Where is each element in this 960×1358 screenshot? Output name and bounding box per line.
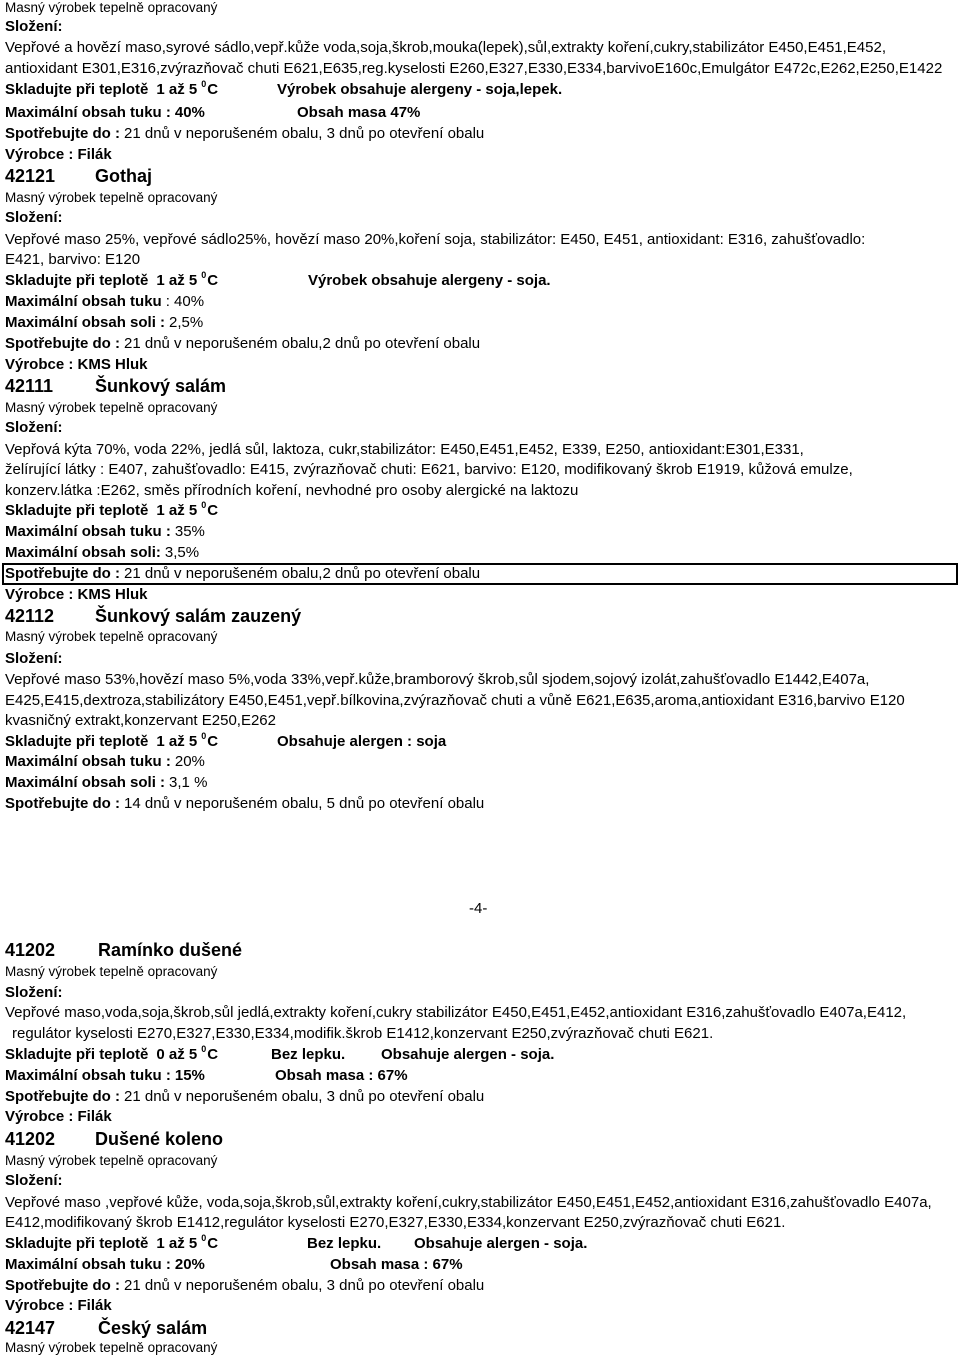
storage-label: Skladujte při teplotě — [5, 1235, 149, 1252]
use-by-row — [5, 1276, 484, 1296]
gluten-note: Bez lepku. — [307, 1235, 382, 1252]
product-heading — [0, 605, 400, 627]
product-code: 41202 — [5, 940, 56, 960]
producer: Výrobce : Filák — [5, 1297, 112, 1314]
composition-line: Vepřová kýta 70%, voda 22%, jedlá sůl, laktoza, cukr,stabilizátor: E450,E451,E452, E339, E250, antioxidant:E301,E331, — [5, 441, 804, 458]
product-name: Šunkový salám — [95, 376, 227, 396]
storage-range: 1 až 5 — [156, 81, 198, 98]
salt-label: Maximální obsah soli : — [5, 314, 166, 331]
storage-unit: C — [207, 502, 219, 519]
use-by-row — [5, 794, 484, 814]
use-by-label: Spotřebujte do : — [5, 1088, 120, 1105]
use-by-row — [5, 124, 484, 144]
storage-row — [5, 270, 551, 291]
storage-degree: 0 — [201, 1233, 207, 1243]
use-by-row — [5, 334, 480, 354]
product-category: Masný výrobek tepelně opracovaný — [5, 629, 218, 644]
composition-label: Složení: — [5, 650, 63, 667]
use-by-value: 21 dnů v neporušeném obalu, 3 dnů po otevření obalu — [124, 125, 485, 142]
composition-label: Složení: — [5, 984, 63, 1001]
storage-label: Skladujte při teplotě — [5, 502, 149, 519]
fat-row — [5, 522, 205, 542]
storage-row — [5, 501, 218, 521]
product-heading — [0, 1128, 400, 1150]
fat-value: : 40% — [165, 293, 205, 310]
product-category: Masný výrobek tepelně opracovaný — [5, 1340, 218, 1355]
product-code: 41202 — [5, 1129, 56, 1149]
salt-label: Maximální obsah soli: — [5, 544, 161, 561]
use-by-label: Spotřebujte do : — [5, 1277, 120, 1294]
fat-value: 20% — [174, 1256, 205, 1273]
storage-unit: C — [207, 81, 219, 98]
storage-row — [5, 1233, 588, 1254]
allergen-note: Výrobek obsahuje alergeny - soja. — [308, 272, 551, 289]
storage-label: Skladujte při teplotě — [5, 81, 149, 98]
fat-row — [5, 292, 204, 312]
fat-value: 15% — [174, 1067, 205, 1084]
composition-label: Složení: — [5, 209, 63, 226]
fat-label: Maximální obsah tuku : — [5, 753, 171, 770]
producer: Výrobce : Filák — [5, 1108, 112, 1125]
composition-line: E421, barvivo: E120 — [5, 251, 141, 268]
fat-value: 40% — [174, 104, 205, 121]
composition-line: kvasničný extrakt,konzervant E250,E262 — [5, 712, 276, 729]
product-code: 42112 — [5, 606, 55, 626]
salt-value: 3,5% — [164, 544, 200, 561]
meat-content: Obsah masa 47% — [297, 104, 421, 121]
fat-label: Maximální obsah tuku : — [5, 1256, 171, 1273]
storage-label: Skladujte při teplotě — [5, 733, 149, 750]
use-by-label: Spotřebujte do : — [5, 565, 120, 582]
salt-value: 2,5% — [169, 314, 204, 331]
storage-range: 1 až 5 — [156, 502, 198, 519]
allergen-note: Obsahuje alergen - soja. — [381, 1046, 555, 1063]
fat-value: 20% — [174, 753, 205, 770]
composition-line: regulátor kyselosti E270,E327,E330,E334,modifik.škrob E1412,konzervant E250,zvýrazňovač chuti E621. — [12, 1025, 714, 1042]
fat-value: 35% — [174, 523, 205, 540]
storage-degree: 0 — [201, 1044, 207, 1054]
fat-label: Maximální obsah tuku : — [5, 1067, 171, 1084]
storage-unit: C — [207, 733, 219, 750]
fat-row — [5, 103, 421, 123]
composition-label: Složení: — [5, 419, 63, 436]
use-by-label: Spotřebujte do : — [5, 795, 120, 812]
gluten-note: Bez lepku. — [271, 1046, 346, 1063]
storage-row — [5, 731, 447, 752]
fat-row — [5, 1255, 463, 1275]
storage-degree: 0 — [201, 79, 207, 89]
composition-line: Vepřové maso 25%, vepřové sádlo25%, hovězí maso 20%,koření soja, stabilizátor: E450, E451, antioxidant: E316, zahušťovadlo: — [5, 231, 866, 248]
meat-content: Obsah masa : 67% — [330, 1256, 463, 1273]
use-by-value: 21 dnů v neporušeném obalu,2 dnů po otevření obalu — [124, 565, 481, 582]
storage-range: 0 až 5 — [156, 1046, 198, 1063]
composition-line: antioxidant E301,E316,zvýrazňovač chuti E621,E635,reg.kyselosti E260,E327,E330,E334,barvivoE160c,Emulgátor E472c,E262,E250,E1422 — [5, 60, 943, 77]
page-number: -4- — [469, 900, 488, 917]
product-name: Dušené koleno — [95, 1129, 224, 1149]
product-name: Gothaj — [95, 166, 152, 186]
storage-degree: 0 — [201, 731, 207, 741]
use-by-label: Spotřebujte do : — [5, 125, 120, 142]
salt-value: 3,1 % — [169, 774, 208, 791]
storage-unit: C — [207, 1046, 219, 1063]
allergen-note: Obsahuje alergen - soja. — [414, 1235, 588, 1252]
use-by-label: Spotřebujte do : — [5, 335, 120, 352]
use-by-row — [5, 1087, 484, 1107]
storage-row — [5, 1044, 555, 1065]
storage-row — [5, 79, 563, 100]
composition-line: Vepřové maso,voda,soja,škrob,sůl jedlá,extrakty koření,cukry stabilizátor E450,E451,E452,antioxidant E316,zahušťovadlo E407a,E412, — [5, 1004, 907, 1021]
storage-label: Skladujte při teplotě — [5, 272, 149, 289]
storage-range: 1 až 5 — [156, 1235, 198, 1252]
product-category: Masný výrobek tepelně opracovaný — [5, 0, 218, 15]
producer: Výrobce : KMS Hluk — [5, 356, 148, 373]
use-by-value: 21 dnů v neporušeném obalu, 3 dnů po otevření obalu — [124, 1277, 485, 1294]
storage-degree: 0 — [201, 500, 207, 510]
composition-line: želírující látky : E407, zahušťovadlo: E415, zvýrazňovač chuti: E621, barvivo: E120, modifikovaný škrob E1919, kůžová emulze, — [5, 461, 853, 478]
salt-row — [5, 773, 207, 793]
producer: Výrobce : KMS Hluk — [5, 586, 148, 603]
product-code: 42111 — [5, 376, 54, 396]
composition-line: konzerv.látka :E262, směs přírodních koření, nevhodné pro osoby alergické na laktozu — [5, 482, 579, 499]
use-by-row — [5, 564, 480, 584]
allergen-note: Obsahuje alergen : soja — [277, 733, 447, 750]
fat-label: Maximální obsah tuku : — [5, 104, 171, 121]
product-category: Masný výrobek tepelně opracovaný — [5, 190, 218, 205]
product-heading — [0, 1317, 400, 1339]
salt-row — [5, 313, 203, 333]
product-category: Masný výrobek tepelně opracovaný — [5, 400, 218, 415]
product-name: Šunkový salám zauzený — [95, 606, 302, 626]
allergen-note: Výrobek obsahuje alergeny - soja,lepek. — [277, 81, 563, 98]
composition-line: Vepřové a hovězí maso,syrové sádlo,vepř.kůže voda,soja,škrob,mouka(lepek),sůl,extrakty koření,cukry,stabilizátor E450,E451,E452, — [5, 39, 887, 56]
product-category: Masný výrobek tepelně opracovaný — [5, 964, 218, 979]
fat-row — [5, 1066, 408, 1086]
composition-line: Vepřové maso ,vepřové kůže, voda,soja,škrob,sůl,extrakty koření,cukry,stabilizátor E450,E451,E452,antioxidant E316,zahušťovadlo E407a, — [5, 1194, 932, 1211]
product-name: Český salám — [98, 1318, 208, 1338]
fat-label: Maximální obsah tuku — [5, 293, 162, 310]
producer: Výrobce : Filák — [5, 146, 112, 163]
product-heading — [0, 939, 400, 961]
composition-line: Vepřové maso 53%,hovězí maso 5%,voda 33%,vepř.kůže,bramborový škrob,sůl sjodem,sojový izolát,zahušťovadlo E1442,E407a, — [5, 671, 870, 688]
use-by-value: 14 dnů v neporušeném obalu, 5 dnů po otevření obalu — [124, 795, 485, 812]
salt-label: Maximální obsah soli : — [5, 774, 166, 791]
storage-unit: C — [207, 272, 219, 289]
storage-label: Skladujte při teplotě — [5, 1046, 149, 1063]
composition-label: Složení: — [5, 1172, 63, 1189]
product-heading — [0, 375, 400, 397]
storage-range: 1 až 5 — [156, 272, 198, 289]
product-code: 42147 — [5, 1318, 56, 1338]
meat-content: Obsah masa : 67% — [275, 1067, 408, 1084]
use-by-value: 21 dnů v neporušeném obalu, 3 dnů po otevření obalu — [124, 1088, 485, 1105]
salt-row — [5, 543, 199, 563]
use-by-value: 21 dnů v neporušeném obalu,2 dnů po otevření obalu — [124, 335, 481, 352]
fat-label: Maximální obsah tuku : — [5, 523, 171, 540]
composition-line: E425,E415,dextroza,stabilizátory E450,E451,vepř.bílkovina,zvýrazňovač chuti a vůně E621,E635,aroma,antioxidant E316,barvivo E120 — [5, 692, 905, 709]
composition-label: Složení: — [5, 18, 63, 35]
storage-range: 1 až 5 — [156, 733, 198, 750]
composition-line: E412,modifikovaný škrob E1412,regulátor kyselosti E270,E327,E330,E334,konzervant E250,zvýrazňovač chuti E621. — [5, 1214, 786, 1231]
product-category: Masný výrobek tepelně opracovaný — [5, 1153, 218, 1168]
storage-unit: C — [207, 1235, 219, 1252]
storage-degree: 0 — [201, 270, 207, 280]
fat-row — [5, 752, 205, 772]
product-name: Ramínko dušené — [98, 940, 243, 960]
product-heading — [0, 165, 400, 187]
product-code: 42121 — [5, 166, 56, 186]
